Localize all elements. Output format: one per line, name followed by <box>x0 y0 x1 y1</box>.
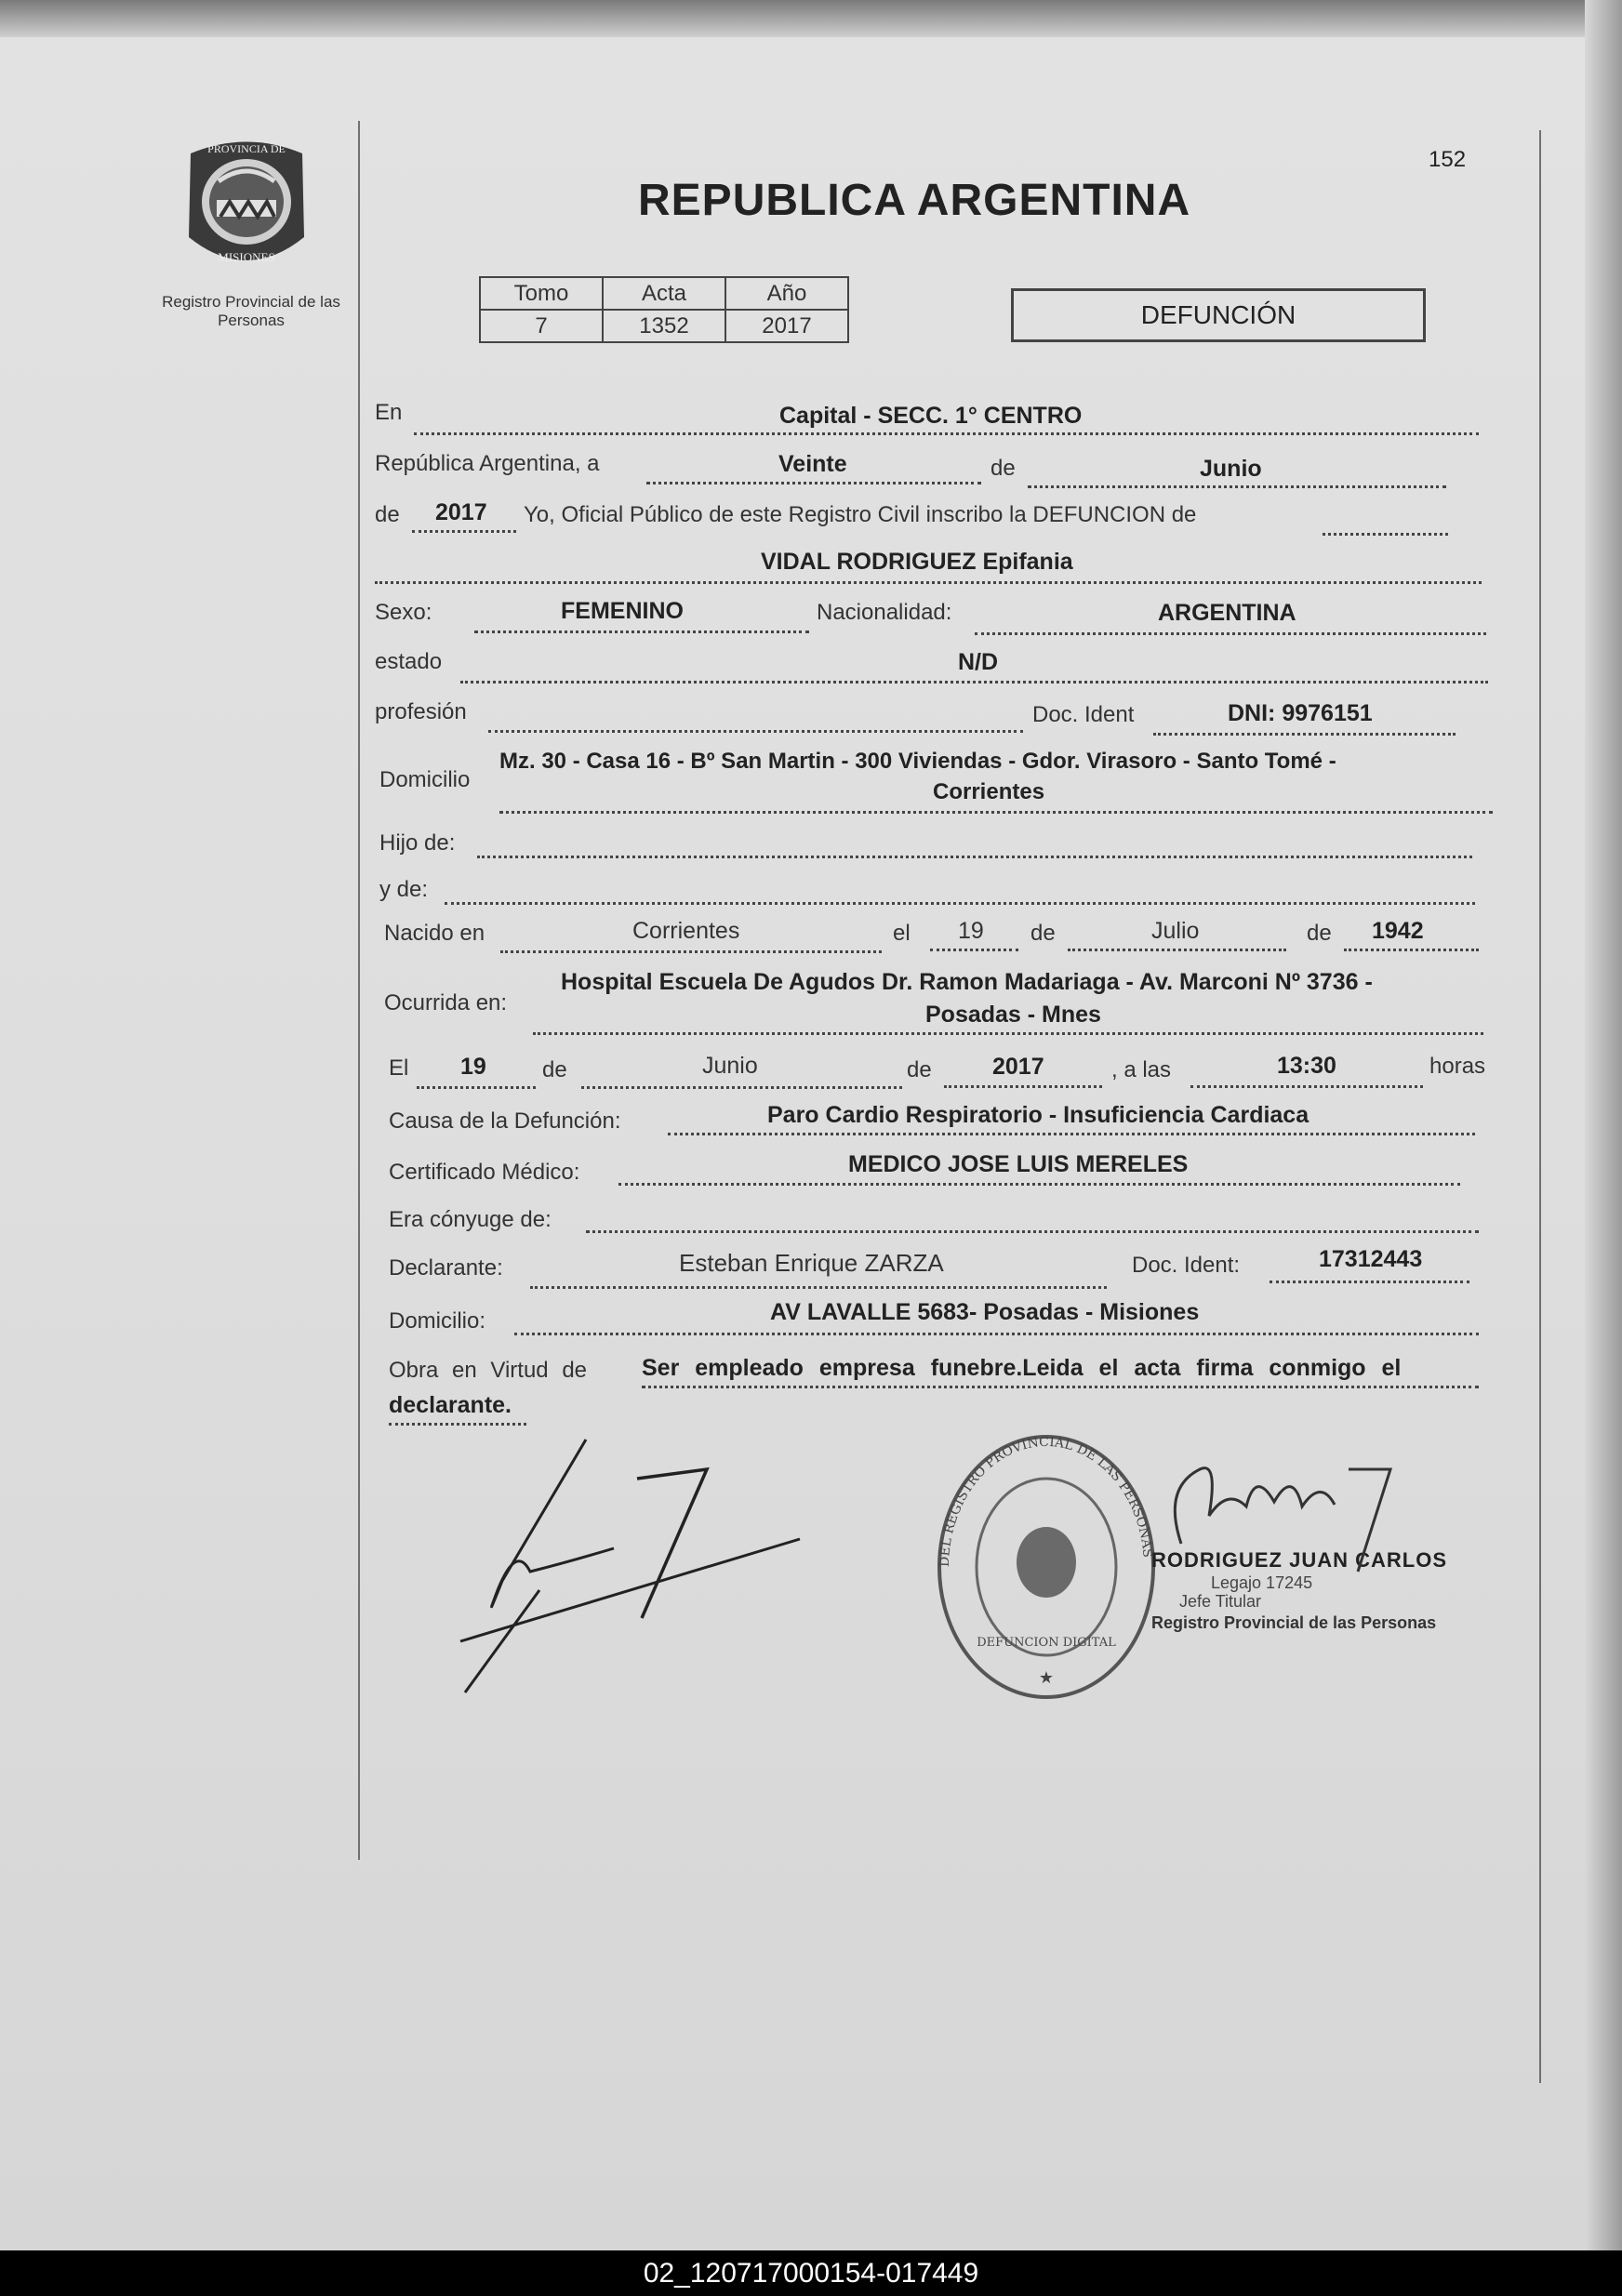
place-value: Capital - SECC. 1° CENTRO <box>779 403 1083 429</box>
declarante-doc-value: 17312443 <box>1319 1246 1423 1272</box>
ocurrida-line <box>533 1032 1483 1035</box>
right-margin-line <box>1539 130 1541 2083</box>
nacionalidad-label: Nacionalidad: <box>817 600 952 625</box>
nacido-lugar-value: Corrientes <box>632 918 740 944</box>
stamp-inner-text: DEFUNCION DIGITAL <box>977 1636 1116 1650</box>
en-label: En <box>375 400 403 425</box>
day-value: Veinte <box>778 451 847 477</box>
scan-top-shadow <box>0 0 1622 37</box>
left-margin-line <box>358 121 360 1860</box>
declarante-domicilio-value: AV LAVALLE 5683- Posadas - Misiones <box>770 1299 1200 1325</box>
stamp-outer-text: DEL REGISTRO PROVINCIAL DE LAS PERSONAS <box>937 1434 1155 1568</box>
nacionalidad-value: ARGENTINA <box>1158 600 1296 626</box>
officer-registry: Registro Provincial de las Personas <box>1151 1613 1437 1632</box>
value-acta: 1352 <box>603 310 725 342</box>
deceased-name: VIDAL RODRIGUEZ Epifania <box>761 549 1073 575</box>
declarante-value: Esteban Enrique ZARZA <box>679 1249 944 1277</box>
de-label-6: de <box>907 1057 932 1082</box>
estado-line <box>460 681 1488 683</box>
ocurrida-line-1: Hospital Escuela De Agudos Dr. Ramon Madariaga - Av. Marconi Nº 3736 - <box>561 969 1373 995</box>
officer-legajo: Legajo 17245 <box>1211 1573 1313 1592</box>
muerte-dia-line <box>417 1086 536 1089</box>
el-label-1: el <box>893 921 911 946</box>
value-tomo: 7 <box>480 310 603 342</box>
republica-label: República Argentina, a <box>375 451 600 476</box>
estado-label: estado <box>375 649 443 674</box>
declarante-domicilio-line <box>514 1333 1479 1335</box>
obra-line-1: Ser empleado empresa funebre.Leida el acta firma conmigo el <box>642 1355 1402 1381</box>
sexo-value: FEMENINO <box>561 598 684 624</box>
year-value: 2017 <box>435 499 487 525</box>
obra-label: Obra en Virtud de <box>389 1358 588 1383</box>
inscribo-line <box>1323 533 1448 536</box>
registry-label: Registro Provincial de las Personas <box>162 293 340 329</box>
domicilio-line <box>499 811 1493 814</box>
seal-text-top: PROVINCIA DE <box>207 142 286 155</box>
horas-label: horas <box>1429 1054 1486 1079</box>
reference-table <box>479 276 849 343</box>
header-tomo: Tomo <box>480 277 603 310</box>
nacido-mes-value: Julio <box>1151 918 1200 944</box>
de-label-2: de <box>375 502 400 527</box>
domicilio-line-1: Mz. 30 - Casa 16 - Bº San Martin - 300 Viviendas - Gdor. Virasoro - Santo Tomé - <box>499 749 1336 774</box>
day-line <box>646 482 981 484</box>
document-title: REPUBLICA ARGENTINA <box>638 176 1191 225</box>
declarant-signature-icon <box>446 1432 818 1702</box>
certificado-label: Certificado Médico: <box>389 1160 580 1185</box>
muerte-dia-value: 19 <box>460 1054 486 1080</box>
sexo-label: Sexo: <box>375 600 432 625</box>
hora-value: 13:30 <box>1277 1053 1336 1079</box>
scan-right-edge <box>1585 0 1622 2250</box>
officer-name: RODRIGUEZ JUAN CARLOS <box>1151 1548 1448 1572</box>
doc-value: DNI: 9976151 <box>1228 700 1373 726</box>
nacido-anio-value: 1942 <box>1372 918 1424 944</box>
domicilio-label-2: Domicilio: <box>389 1308 486 1334</box>
conyuge-label: Era cónyuge de: <box>389 1207 552 1232</box>
place-line <box>414 432 1479 435</box>
certificado-line <box>618 1183 1460 1186</box>
file-id-bar <box>0 2250 1622 2296</box>
seal-text-bottom: MISIONES <box>218 250 275 264</box>
hora-line <box>1190 1085 1423 1088</box>
obra-line-2-dots <box>389 1423 526 1426</box>
hijo-label: Hijo de: <box>379 830 456 856</box>
alas-label: , a las <box>1111 1057 1172 1082</box>
yde-label: y de: <box>379 877 429 902</box>
hijo-line <box>477 856 1472 858</box>
conyuge-line <box>586 1230 1479 1233</box>
header-acta: Acta <box>603 277 725 310</box>
official-stamp-icon <box>930 1427 1163 1706</box>
inscribo-text: Yo, Oficial Público de este Registro Civil inscribo la DEFUNCION de <box>524 502 1197 527</box>
month-line <box>1028 485 1446 488</box>
causa-value: Paro Cardio Respiratorio - Insuficiencia Cardiaca <box>767 1102 1310 1128</box>
doc-ident-label: Doc. Ident <box>1032 702 1135 727</box>
nacido-dia-line <box>930 949 1018 951</box>
el-label-2: El <box>389 1055 409 1081</box>
name-line <box>375 581 1482 584</box>
estado-value: N/D <box>958 649 999 675</box>
de-label-3: de <box>1030 921 1056 946</box>
header-anio: Año <box>725 277 848 310</box>
nacido-dia-value: 19 <box>958 918 984 944</box>
svg-text:★: ★ <box>1038 1668 1055 1687</box>
domicilio-line-2: Corrientes <box>933 779 1045 804</box>
certificado-value: MEDICO JOSE LUIS MERELES <box>848 1151 1189 1177</box>
reference-header-row <box>480 277 848 310</box>
nacido-label: Nacido en <box>384 921 485 946</box>
year-line <box>412 530 516 533</box>
yde-line <box>445 902 1475 905</box>
muerte-anio-value: 2017 <box>992 1054 1044 1080</box>
value-anio: 2017 <box>725 310 848 342</box>
month-value: Junio <box>1200 456 1262 482</box>
muerte-anio-line <box>944 1085 1102 1088</box>
record-type-box: DEFUNCIÓN <box>1011 288 1426 342</box>
nacido-lugar-line <box>500 950 882 953</box>
ocurrida-line-2: Posadas - Mnes <box>925 1002 1101 1028</box>
nacido-anio-line <box>1344 949 1479 951</box>
declarante-doc-line <box>1270 1281 1469 1283</box>
provincial-seal-icon <box>181 135 312 274</box>
officer-title: Jefe Titular <box>1179 1592 1262 1611</box>
muerte-mes-line <box>581 1086 902 1089</box>
officer-signature-icon <box>1144 1432 1423 1590</box>
doc-line <box>1153 733 1456 736</box>
muerte-mes-value: Junio <box>702 1053 758 1079</box>
obra-line-2: declarante. <box>389 1392 512 1418</box>
de-label-1: de <box>990 456 1016 481</box>
causa-label: Causa de la Defunción: <box>389 1108 621 1134</box>
de-label-5: de <box>542 1057 567 1082</box>
page-number: 152 <box>1429 147 1467 172</box>
declarante-label: Declarante: <box>389 1255 503 1281</box>
profesion-line <box>488 730 1023 733</box>
obra-line-1-dots <box>642 1386 1479 1388</box>
reference-value-row <box>480 310 848 342</box>
causa-line <box>668 1133 1475 1135</box>
domicilio-label: Domicilio <box>379 767 471 792</box>
declarante-line <box>530 1286 1107 1289</box>
nacido-mes-line <box>1068 949 1286 951</box>
doc-ident-label-2: Doc. Ident: <box>1132 1253 1241 1278</box>
nacionalidad-line <box>975 632 1486 635</box>
de-label-4: de <box>1307 921 1332 946</box>
profesion-label: profesión <box>375 699 467 724</box>
file-id: 02_120717000154-017449 <box>643 2257 979 2289</box>
sexo-line <box>474 630 809 633</box>
ocurrida-label: Ocurrida en: <box>384 990 508 1015</box>
